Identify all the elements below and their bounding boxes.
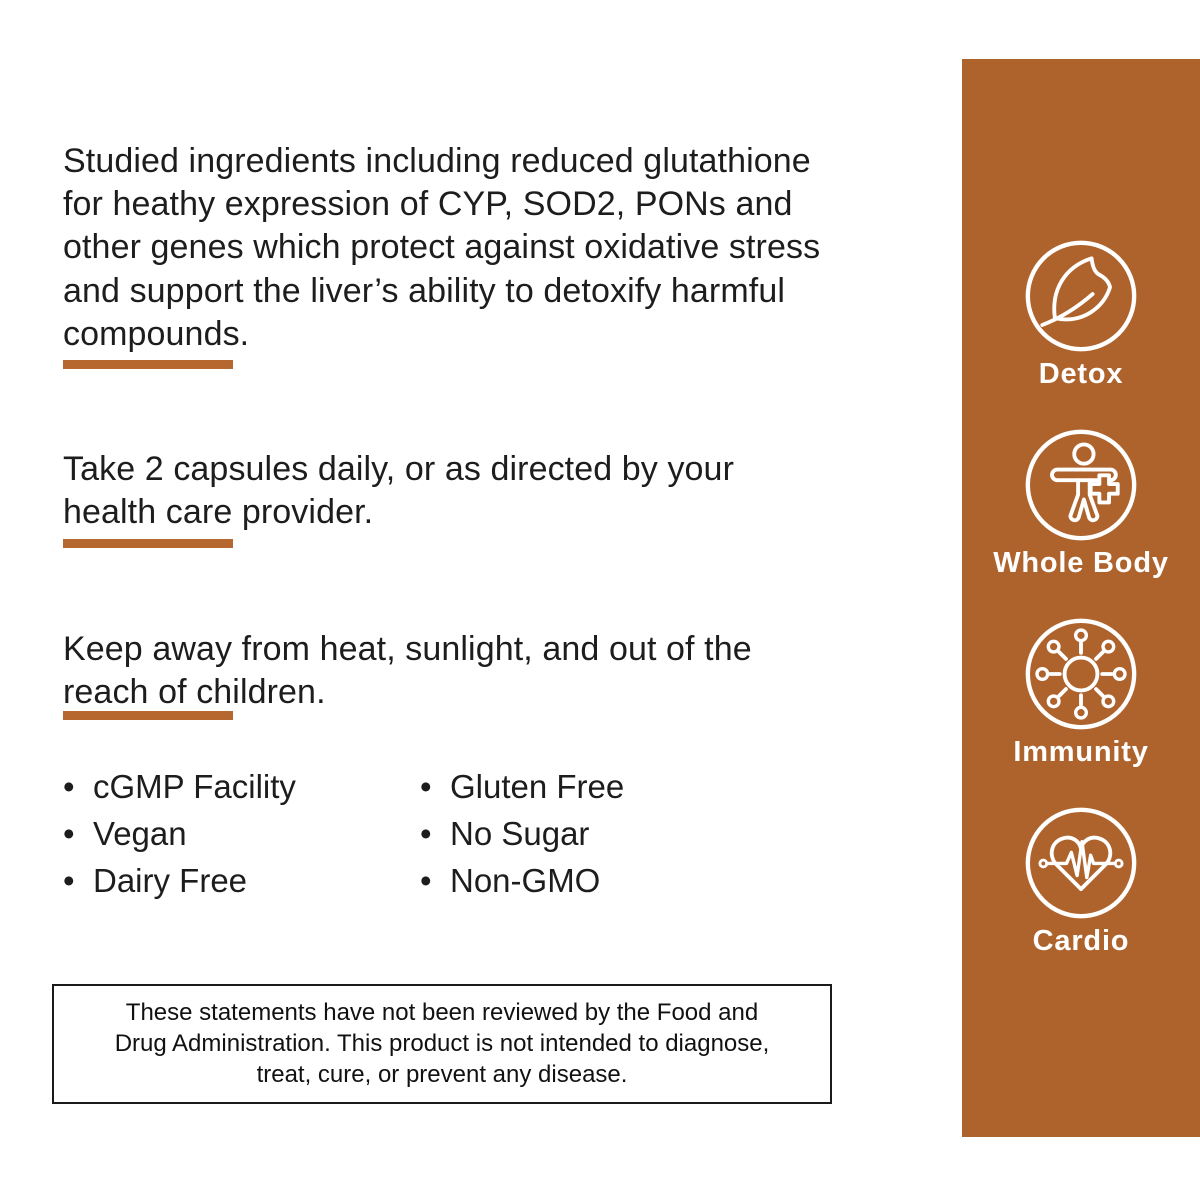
sidebar-item-immunity — [1013, 616, 1148, 769]
storage-paragraph: Keep away from heat, sunlight, and out of the reach of children. — [63, 630, 752, 712]
body-cross-icon — [1023, 427, 1139, 543]
section-divider — [63, 711, 233, 720]
feature-label: Gluten Free — [450, 768, 625, 805]
features-list-left — [63, 763, 296, 904]
bullet-marker: • — [63, 862, 75, 899]
sidebar-item-cardio — [1023, 805, 1139, 958]
section-divider — [63, 360, 233, 369]
feature-label: cGMP Facility — [93, 768, 296, 805]
bullet-marker: • — [420, 862, 432, 899]
heart-pulse-icon — [1023, 805, 1139, 921]
leaf-icon — [1023, 238, 1139, 354]
benefits-sidebar — [962, 59, 1200, 1137]
feature-label: Dairy Free — [93, 862, 248, 899]
bullet-marker: • — [420, 768, 432, 805]
disclaimer-line: These statements have not been reviewed by the Food and — [125, 999, 759, 1026]
feature-item — [420, 810, 624, 857]
section-divider — [63, 539, 233, 548]
disclaimer-line: Drug Administration. This product is not intended to diagnose, — [114, 1030, 770, 1058]
sidebar-item-label: Cardio — [1032, 925, 1130, 957]
bullet-marker: • — [63, 815, 75, 852]
sidebar-item-detox — [1023, 238, 1139, 391]
feature-label: Vegan — [93, 815, 187, 852]
virus-icon — [1023, 616, 1139, 732]
sidebar-item-label: Whole Body — [993, 547, 1169, 579]
feature-item — [63, 763, 296, 810]
bullet-marker: • — [63, 768, 75, 805]
bullet-marker: • — [420, 815, 432, 852]
feature-item — [420, 857, 624, 904]
feature-label: No Sugar — [450, 815, 590, 852]
feature-item — [63, 857, 296, 904]
disclaimer-line: treat, cure, or prevent any disease. — [256, 1061, 628, 1089]
feature-item — [420, 763, 624, 810]
dosage-paragraph: Take 2 capsules daily, or as directed by your health care provider. — [63, 450, 734, 532]
sidebar-item-label: Detox — [1038, 358, 1124, 390]
sidebar-item-whole-body — [993, 427, 1169, 580]
sidebar-item-label: Immunity — [1013, 736, 1149, 768]
features-list-right — [420, 763, 624, 904]
benefit-paragraph: Studied ingredients including reduced glutathione for heathy expression of CYP, SOD2, PONs and other genes which protect against oxidative stress and support the liver’s ability to detoxify harmful compounds. — [63, 142, 821, 353]
feature-label: Non-GMO — [450, 862, 601, 899]
feature-item — [63, 810, 296, 857]
fda-disclaimer-box — [52, 984, 832, 1104]
